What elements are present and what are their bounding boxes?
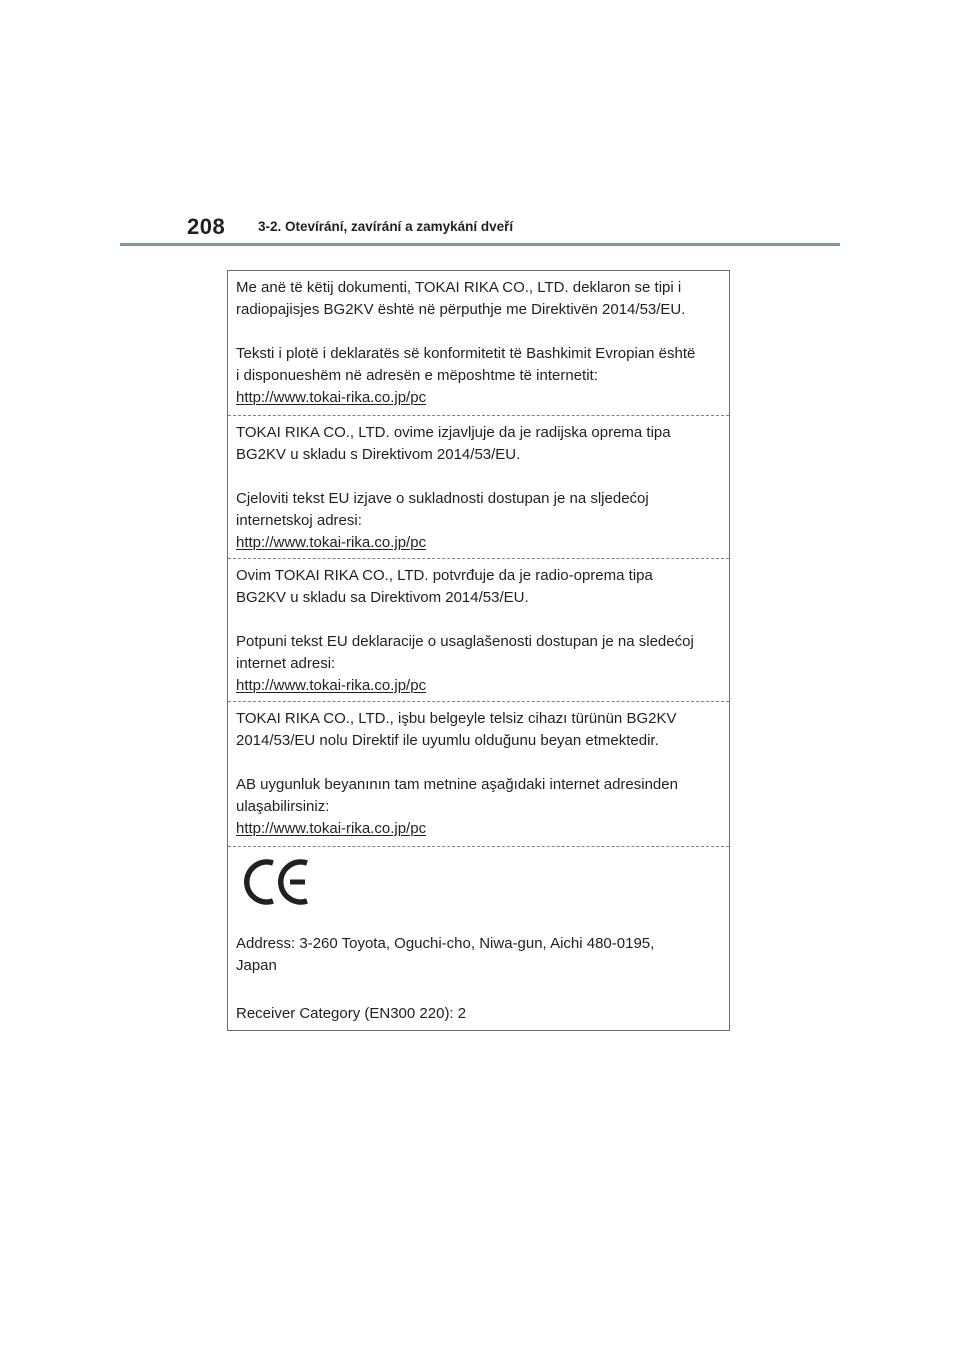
declaration-text-line: internetskoj adresi: <box>236 512 362 529</box>
manufacturer-info <box>228 846 729 1030</box>
declaration-box <box>227 270 730 1031</box>
declaration-serbian <box>228 558 729 701</box>
declaration-text-line: ulaşabilirsiniz: <box>236 798 330 815</box>
receiver-category-text: Receiver Category (EN300 220): 2 <box>236 1005 467 1022</box>
page-number: 208 <box>187 214 226 239</box>
section-title: 3-2. Otevírání, zavírání a zamykání dveří <box>258 219 514 234</box>
declaration-text-line: BG2KV u skladu s Direktivom 2014/53/EU. <box>236 446 521 463</box>
declaration-text-line: TOKAI RIKA CO., LTD., işbu belgeyle telsiz cihazı türünün BG2KV <box>236 710 677 727</box>
declaration-url-link[interactable]: http://www.tokai-rika.co.jp/pc <box>236 389 427 406</box>
declaration-text-line: Teksti i plotë i deklaratës së konformitetit të Bashkimit Evropian është <box>236 345 696 362</box>
receiver-category <box>236 1003 716 1025</box>
declaration-text-line: TOKAI RIKA CO., LTD. ovime izjavljuje da je radijska oprema tipa <box>236 424 671 441</box>
manufacturer-address <box>236 933 716 977</box>
declaration-croatian <box>228 415 729 558</box>
declaration-url-link[interactable]: http://www.tokai-rika.co.jp/pc <box>236 820 427 837</box>
ce-mark-icon <box>243 857 313 907</box>
declaration-text-line: internet adresi: <box>236 655 336 672</box>
declaration-text-line: Potpuni tekst EU deklaracije o usaglašenosti dostupan je na sledećoj <box>236 633 694 650</box>
declaration-text-line: AB uygunluk beyanının tam metnine aşağıdaki internet adresinden <box>236 776 678 793</box>
declaration-text-line: Ovim TOKAI RIKA CO., LTD. potvrđuje da je radio-oprema tipa <box>236 567 653 584</box>
address-line: Japan <box>236 957 277 974</box>
declaration-text-line: radiopajisjes BG2KV është në përputhje me Direktivën 2014/53/EU. <box>236 301 686 318</box>
address-line: Address: 3-260 Toyota, Oguchi-cho, Niwa-gun, Aichi 480-0195, <box>236 935 655 952</box>
declaration-text-line: Cjeloviti tekst EU izjave o sukladnosti dostupan je na sljedećoj <box>236 490 649 507</box>
declaration-text-line: BG2KV u skladu sa Direktivom 2014/53/EU. <box>236 589 529 606</box>
declaration-url-link[interactable]: http://www.tokai-rika.co.jp/pc <box>236 677 427 694</box>
declaration-albanian <box>228 271 729 415</box>
declaration-url-link[interactable]: http://www.tokai-rika.co.jp/pc <box>236 534 427 551</box>
declaration-text-line: 2014/53/EU nolu Direktif ile uyumlu olduğunu beyan etmektedir. <box>236 732 659 749</box>
header-rule <box>120 243 840 246</box>
declaration-text-line: i disponueshëm në adresën e mëposhtme të internetit: <box>236 367 598 384</box>
declaration-turkish <box>228 701 729 846</box>
declaration-text-line: Me anë të këtij dokumenti, TOKAI RIKA CO., LTD. deklaron se tipi i <box>236 279 682 296</box>
